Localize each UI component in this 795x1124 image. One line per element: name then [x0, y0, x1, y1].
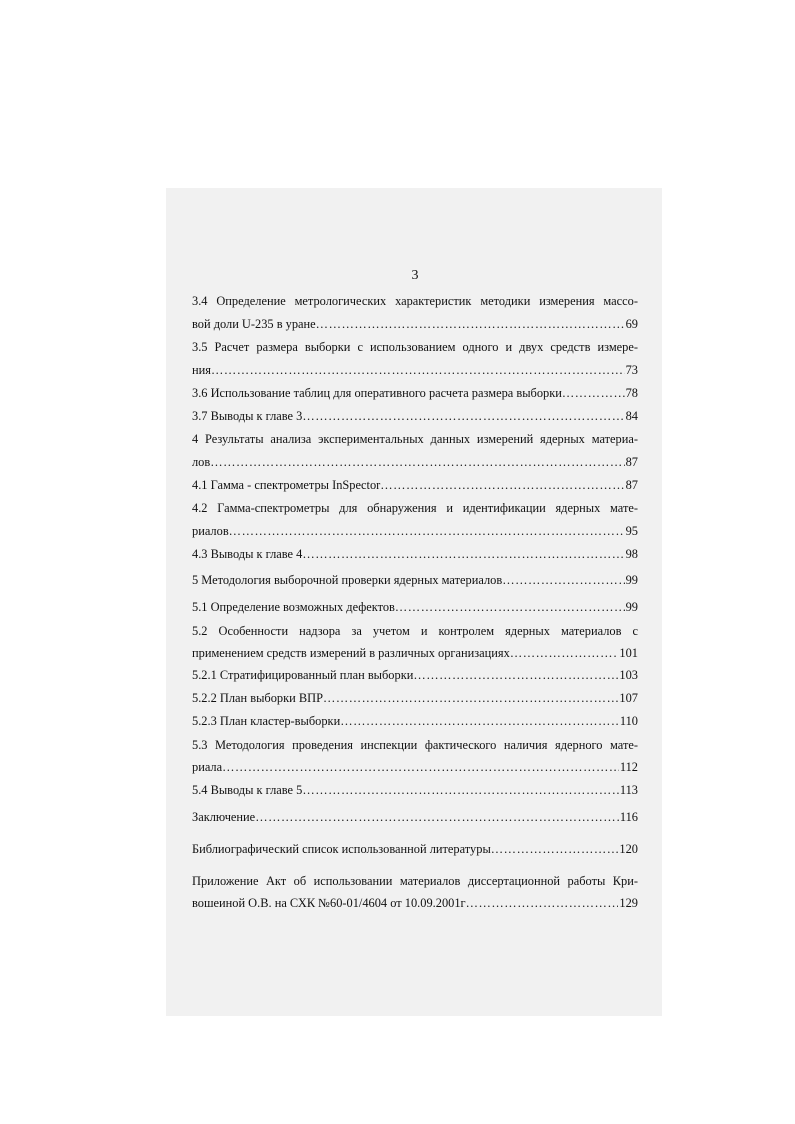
dot-leader — [413, 667, 618, 683]
toc-entry-4-3 — [192, 546, 638, 562]
dot-leader — [211, 362, 625, 378]
dot-leader — [502, 572, 624, 588]
toc-entry-appendix-line1: Приложение Акт об использовании материалов диссертационной работы Кри- — [192, 874, 638, 888]
dot-leader — [255, 809, 619, 825]
toc-entry-title: Библиографический список использованной литературы — [192, 842, 491, 856]
toc-entry-3-5-line1: 3.5 Расчет размера выборки с использованием одного и двух средств измере- — [192, 340, 638, 354]
toc-entry-title: 3.7 Выводы к главе 3 — [192, 409, 303, 423]
dot-leader — [340, 713, 619, 729]
toc-entry-5-1 — [192, 599, 638, 615]
toc-entry-page: 98 — [625, 547, 638, 561]
dot-leader — [229, 523, 625, 539]
toc-entry-page: 101 — [619, 646, 638, 660]
toc-entry-5-2-2 — [192, 690, 638, 706]
dot-leader — [316, 316, 625, 332]
toc-entry-title: применением средств измерений в различных организациях — [192, 646, 510, 660]
toc-entry-page: 129 — [619, 896, 638, 910]
dot-leader — [395, 599, 625, 615]
toc-entry-title: 5.2.1 Стратифицированный план выборки — [192, 668, 414, 682]
toc-entry-5-2-1 — [192, 667, 638, 683]
dot-leader — [210, 454, 624, 470]
toc-entry-page: 120 — [619, 842, 638, 856]
toc-entry-title: вой доли U-235 в уране — [192, 317, 316, 331]
toc-entry-5-2-3 — [192, 713, 638, 729]
toc-entry-page: 110 — [619, 714, 638, 728]
toc-entry-title: 5 Методология выборочной проверки ядерных материалов — [192, 573, 503, 587]
toc-entry-title: 5.2.2 План выборки ВПР — [192, 691, 323, 705]
dot-leader — [302, 408, 624, 424]
toc-entry-4-line1: 4 Результаты анализа экспериментальных данных измерений ядерных материа- — [192, 432, 638, 446]
toc-entry-page: 95 — [625, 524, 638, 538]
toc-entry-5-4 — [192, 782, 638, 798]
toc-entry-appendix — [192, 895, 638, 911]
dot-leader — [323, 690, 618, 706]
toc-entry-conclusion — [192, 809, 638, 825]
toc-entry-4-2 — [192, 523, 638, 539]
dot-leader — [380, 477, 624, 493]
dot-leader — [302, 782, 619, 798]
dot-leader — [510, 645, 619, 661]
toc-entry-title: риалов — [192, 524, 229, 538]
toc-entry-title: 3.6 Использование таблиц для оперативного расчета размера выборки — [192, 386, 562, 400]
dot-leader — [302, 546, 624, 562]
toc-entry-3-4 — [192, 316, 638, 332]
toc-entry-bibliography — [192, 841, 638, 857]
toc-entry-page: 113 — [619, 783, 638, 797]
toc-entry-page: 87 — [625, 455, 638, 469]
toc-entry-title: 5.2.3 План кластер-выборки — [192, 714, 341, 728]
toc-entry-5-2 — [192, 645, 638, 661]
toc-entry-title: 5.4 Выводы к главе 5 — [192, 783, 303, 797]
toc-entry-4 — [192, 454, 638, 470]
toc-entry-3-7 — [192, 408, 638, 424]
toc-entry-page: 103 — [619, 668, 638, 682]
toc-entry-page: 99 — [625, 573, 638, 587]
toc-entry-page: 87 — [625, 478, 638, 492]
dot-leader — [491, 841, 619, 857]
toc-entry-page: 78 — [625, 386, 638, 400]
toc-entry-page: 69 — [625, 317, 638, 331]
toc-entry-3-5 — [192, 362, 638, 378]
toc-entry-title: 4.3 Выводы к главе 4 — [192, 547, 303, 561]
toc-entry-5-3 — [192, 759, 638, 775]
toc-entry-title: 5.1 Определение возможных дефектов — [192, 600, 395, 614]
toc-entry-page: 73 — [625, 363, 638, 377]
toc-entry-3-4-line1: 3.4 Определение метрологических характеристик методики измерения массо- — [192, 294, 638, 308]
toc-entry-page: 112 — [619, 760, 638, 774]
toc-entry-title: 4.1 Гамма - спектрометры InSpector — [192, 478, 381, 492]
toc-entry-4-2-line1: 4.2 Гамма-спектрометры для обнаружения и идентификации ядерных мате- — [192, 501, 638, 515]
toc-entry-title: Заключение — [192, 810, 256, 824]
toc-entry-title: вошеиной О.В. на СХК №60-01/4604 от 10.09.2001г — [192, 896, 466, 910]
toc-entry-page: 107 — [619, 691, 638, 705]
dot-leader — [562, 385, 625, 401]
dot-leader — [466, 895, 619, 911]
toc-entry-5-3-line1: 5.3 Методология проведения инспекции фактического наличия ядерного мате- — [192, 738, 638, 752]
toc-entry-title: ния — [192, 363, 211, 377]
toc-entry-5 — [192, 572, 638, 588]
toc-entry-5-2-line1: 5.2 Особенности надзора за учетом и контролем ядерных материалов с — [192, 624, 638, 638]
toc-entry-title: лов — [192, 455, 211, 469]
toc-entry-3-6 — [192, 385, 638, 401]
toc-entry-title: риала — [192, 760, 223, 774]
toc-entry-4-1 — [192, 477, 638, 493]
toc-entry-page: 84 — [625, 409, 638, 423]
dot-leader — [222, 759, 619, 775]
toc-entry-page: 116 — [619, 810, 638, 824]
toc-entry-page: 99 — [625, 600, 638, 614]
page-number: 3 — [411, 268, 419, 283]
